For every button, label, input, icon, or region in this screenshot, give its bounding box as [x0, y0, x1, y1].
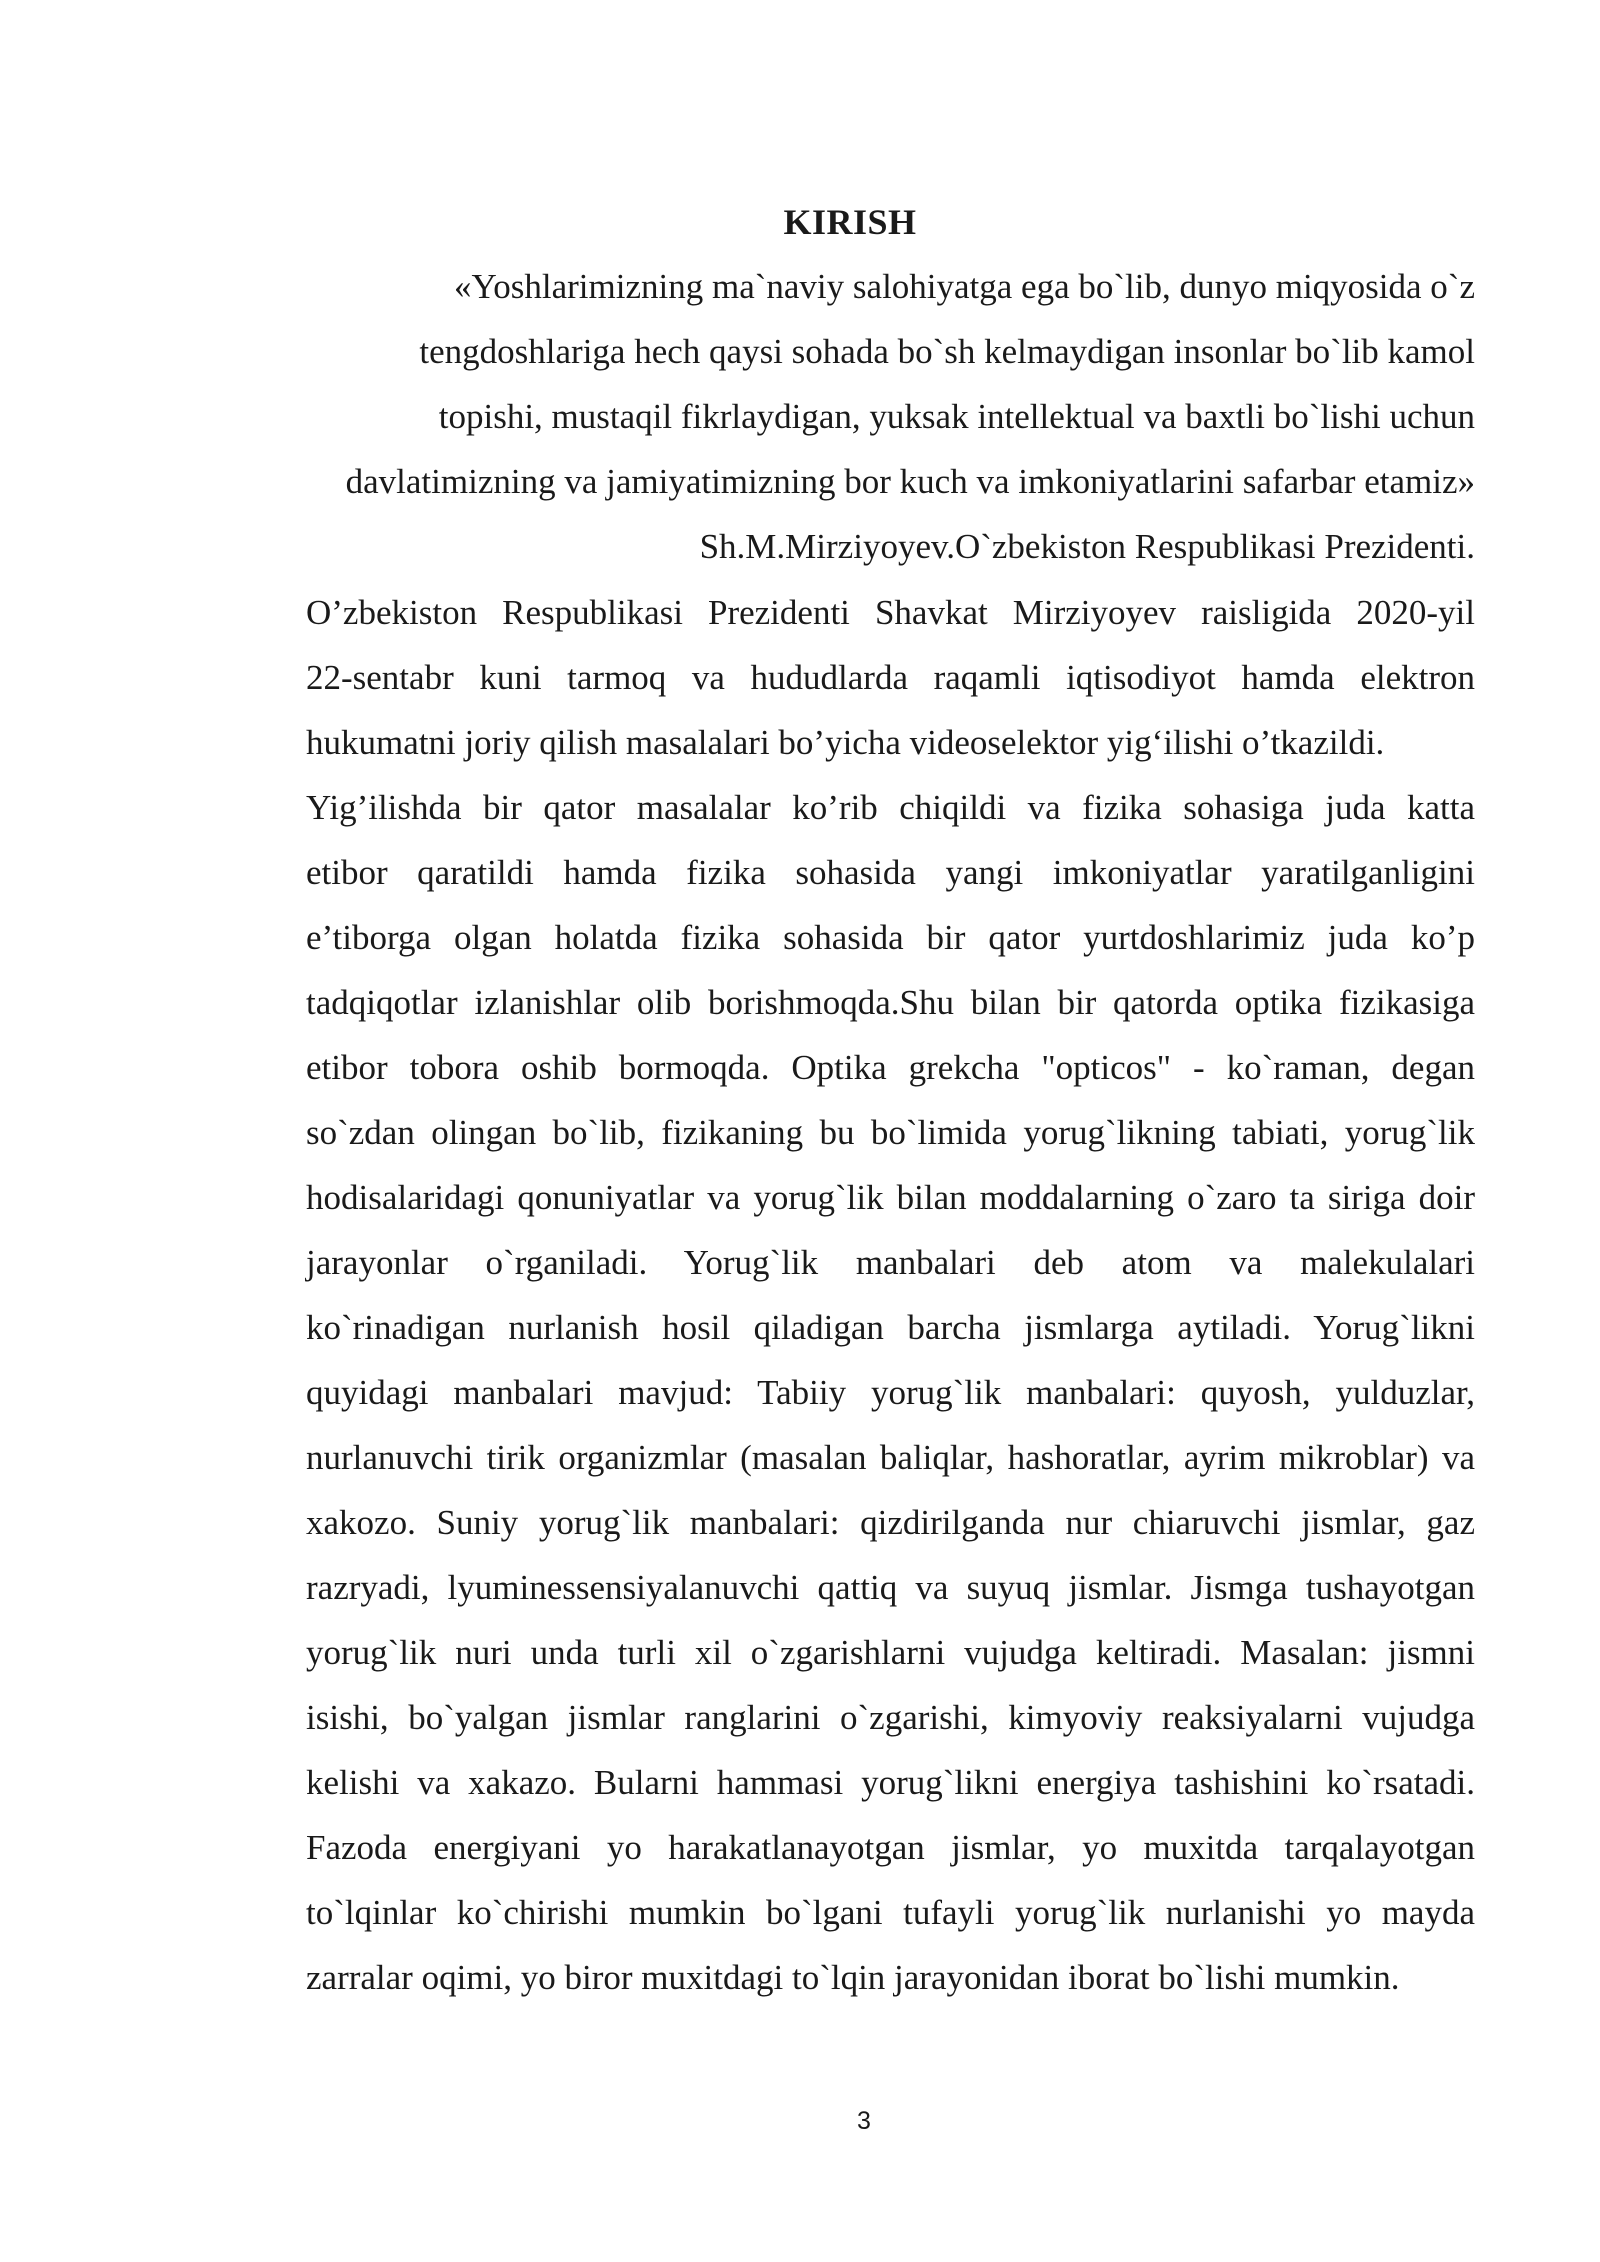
text-line: razryadi, lyuminessensiyalanuvchi qattiq va suyuq jismlar. Jismga tushayotgan [306, 1568, 1475, 1607]
text-line: hukumatni joriy qilish masalalari bo’yicha videoselektor yig‘ilishi o’tkazildi. [306, 723, 1385, 762]
epigraph-line: davlatimizning va jamiyatimizning bor kuch va imkoniyatlarini safarbar etamiz» [345, 462, 1475, 501]
body-text [230, 580, 1475, 2010]
text-line: tadqiqotlar izlanishlar olib borishmoqda.Shu bilan bir qatorda optika fizikasiga [306, 983, 1475, 1022]
text-line: Yig’ilishda bir qator masalalar ko’rib chiqildi va fizika sohasiga juda katta [306, 788, 1475, 827]
text-line: 22-sentabr kuni tarmoq va hududlarda raqamli iqtisodiyot hamda elektron [306, 658, 1475, 697]
paragraph-2 [230, 775, 1475, 2010]
text-line: yorug`lik nuri unda turli xil o`zgarishlarni vujudga keltiradi. Masalan: jismni [306, 1633, 1475, 1672]
text-line: etibor tobora oshib bormoqda. Optika grekcha "opticos" - ko`raman, degan [306, 1048, 1475, 1087]
text-line: etibor qaratildi hamda fizika sohasida yangi imkoniyatlar yaratilganligini [306, 853, 1475, 892]
text-line: quyidagi manbalari mavjud: Tabiiy yorug`lik manbalari: quyosh, yulduzlar, [306, 1373, 1475, 1412]
text-line: hodisalaridagi qonuniyatlar va yorug`lik bilan moddalarning o`zaro ta siriga doir [306, 1178, 1475, 1217]
text-line: kelishi va xakazo. Bularni hammasi yorug`likni energiya tashishini ko`rsatadi. [306, 1763, 1475, 1802]
epigraph-line: topishi, mustaqil fikrlaydigan, yuksak intellektual va baxtli bo`lishi uchun [438, 397, 1475, 436]
text-line: isishi, bo`yalgan jismlar ranglarini o`zgarishi, kimyoviy reaksiyalarni vujudga [306, 1698, 1475, 1737]
epigraph-line: «Yoshlarimizning ma`naviy salohiyatga ega bo`lib, dunyo miqyosida o`z [454, 267, 1475, 306]
text-line: zarralar oqimi, yo biror muxitdagi to`lqin jarayonidan iborat bo`lishi mumkin. [306, 1958, 1400, 1997]
text-line: xakozo. Suniy yorug`lik manbalari: qizdirilganda nur chiaruvchi jismlar, gaz [306, 1503, 1475, 1542]
text-line: jarayonlar o`rganiladi. Yorug`lik manbalari deb atom va malekulalari [306, 1243, 1475, 1282]
text-line: so`zdan olingan bo`lib, fizikaning bu bo`limida yorug`likning tabiati, yorug`lik [306, 1113, 1475, 1152]
epigraph-attribution: Sh.M.Mirziyoyev.O`zbekiston Respublikasi Prezidenti. [699, 527, 1475, 566]
page-title: KIRISH [783, 202, 917, 242]
page-number: 3 [857, 2107, 871, 2135]
text-line: nurlanuvchi tirik organizmlar (masalan baliqlar, hashoratlar, ayrim mikroblar) va [306, 1438, 1475, 1477]
paragraph-1 [230, 580, 1475, 775]
epigraph-line: tengdoshlariga hech qaysi sohada bo`sh kelmaydigan insonlar bo`lib kamol [419, 332, 1475, 371]
epigraph-quote [230, 254, 1475, 579]
text-line: ko`rinadigan nurlanish hosil qiladigan barcha jismlarga aytiladi. Yorug`likni [306, 1308, 1475, 1347]
text-line: O’zbekiston Respublikasi Prezidenti Shavkat Mirziyoyev raisligida 2020-yil [306, 593, 1475, 632]
text-line: Fazoda energiyani yo harakatlanayotgan jismlar, yo muxitda tarqalayotgan [306, 1828, 1475, 1867]
text-line: e’tiborga olgan holatda fizika sohasida bir qator yurtdoshlarimiz juda ko’p [306, 918, 1475, 957]
text-line: to`lqinlar ko`chirishi mumkin bo`lgani tufayli yorug`lik nurlanishi yo mayda [306, 1893, 1475, 1932]
